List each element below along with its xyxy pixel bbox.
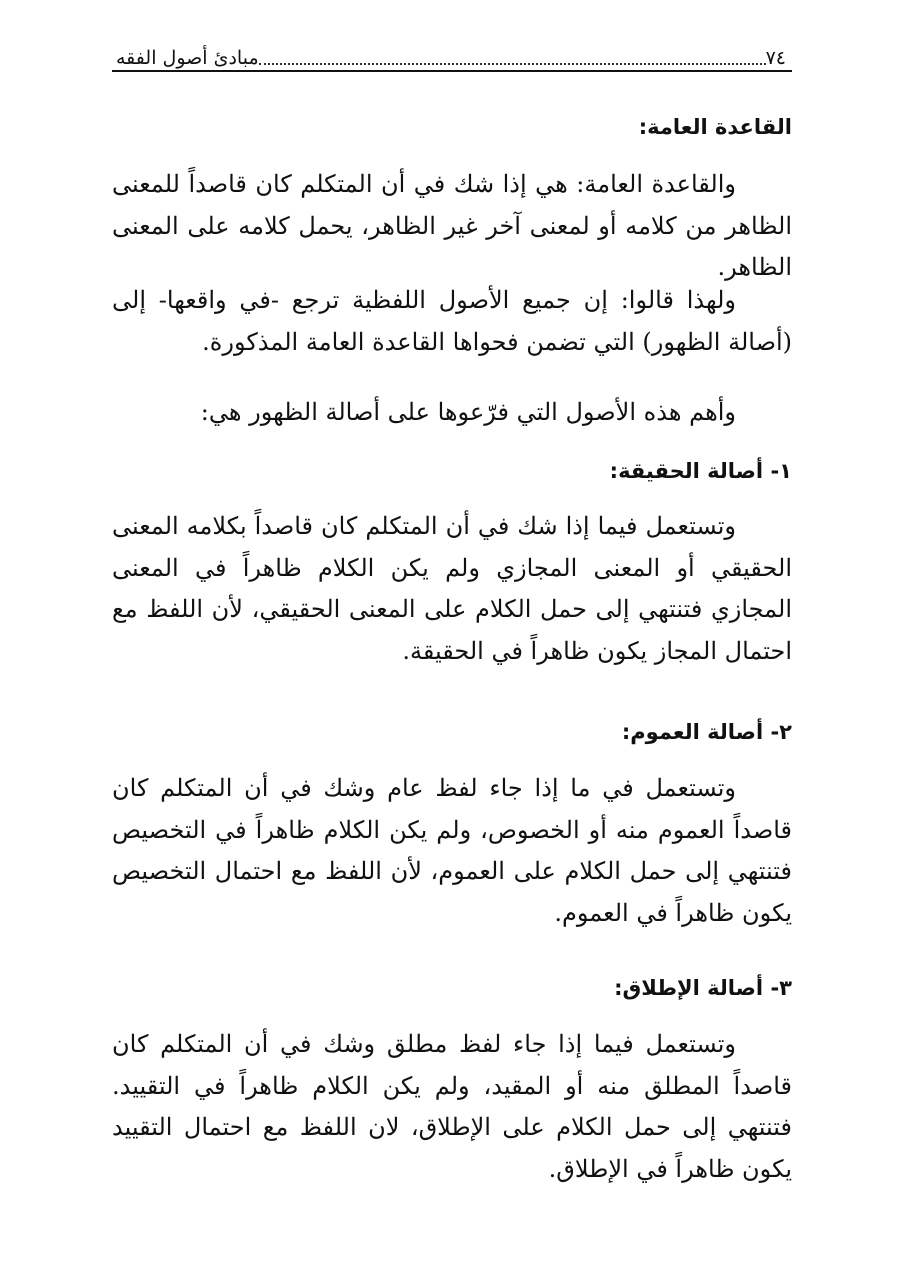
- paragraph-verbal-principles: ولهذا قالوا: إن جميع الأصول اللفظية ترجع -في واقعها- إلى (أصالة الظهور) التي تضمن فحواها القاعدة العامة المذكورة.: [112, 286, 792, 356]
- section-heading-generality: ٢- أصالة العموم:: [621, 720, 792, 744]
- paragraph-generality: وتستعمل في ما إذا جاء لفظ عام وشك في أن المتكلم كان قاصداً العموم منه أو الخصوص، ولم يكن الكلام ظاهراً في التخصيص فتنتهي إلى حمل الكلام على العموم، لأن اللفظ مع احتمال التخصيص يكون ظاهراً في العموم.: [112, 774, 792, 927]
- book-page: [112, 34, 792, 1234]
- paragraph-absoluteness: وتستعمل فيما إذا جاء لفظ مطلق وشك في أن المتكلم كان قاصداً المطلق منه أو المقيد، ولم يكن الكلام ظاهراً في التقييد. فتنتهي إلى حمل الكلام على الإطلاق، لان اللفظ مع احتمال التقييد يكون ظاهراً في الإطلاق.: [112, 1030, 792, 1183]
- paragraph-reality: وتستعمل فيما إذا شك في أن المتكلم كان قاصداً بكلامه المعنى الحقيقي أو المعنى المجازي ولم يكن الكلام ظاهراً في المعنى المجازي فتنتهي إلى حمل الكلام على المعنى الحقيقي، لأن اللفظ مع احتمال المجاز يكون ظاهراً في الحقيقة.: [112, 512, 792, 665]
- running-title: مبادئ أصول الفقه: [116, 47, 259, 69]
- page-number: ٧٤: [765, 47, 786, 69]
- section-heading-reality: ١- أصالة الحقيقة:: [609, 459, 792, 483]
- header-rule: [112, 70, 792, 72]
- running-header: [112, 34, 792, 70]
- section-heading-general-rule: القاعدة العامة:: [638, 115, 792, 139]
- paragraph-principles-intro: وأهم هذه الأصول التي فرّعوها على أصالة الظهور هي:: [200, 398, 736, 426]
- section-heading-absoluteness: ٣- أصالة الإطلاق:: [614, 976, 792, 1000]
- header-dot-leader: [259, 63, 766, 65]
- paragraph-general-rule: والقاعدة العامة: هي إذا شك في أن المتكلم كان قاصداً للمعنى الظاهر من كلامه أو لمعنى آخر غير الظاهر، يحمل كلامه على المعنى الظاهر.: [112, 170, 792, 281]
